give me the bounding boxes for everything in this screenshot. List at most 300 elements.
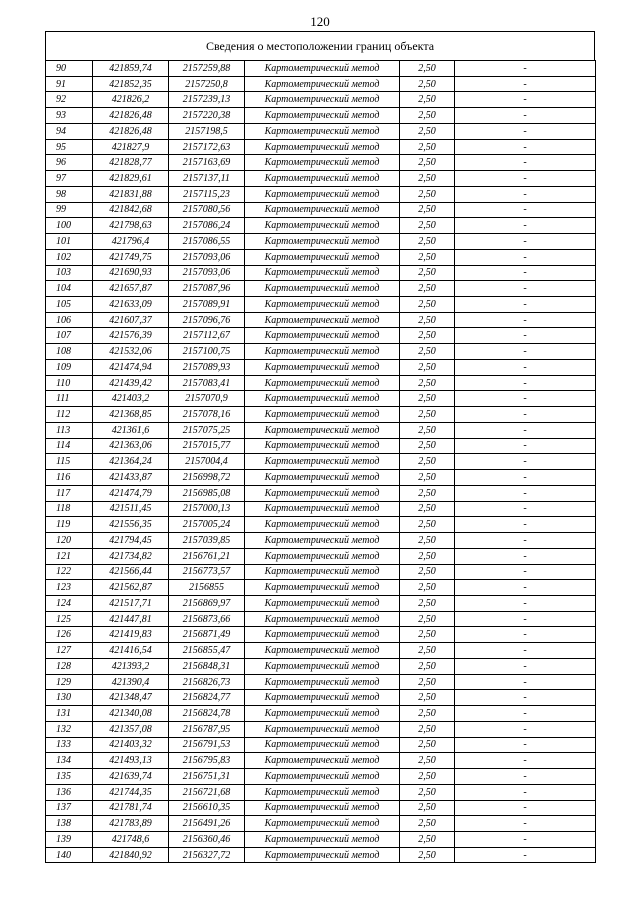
- point-number-cell: 117: [46, 485, 93, 501]
- point-number-cell: 109: [46, 359, 93, 375]
- description-cell: -: [455, 643, 596, 659]
- accuracy-cell: 2,50: [400, 344, 455, 360]
- method-cell: Картометрический метод: [245, 359, 400, 375]
- y-coordinate-cell: 2157070,9: [169, 391, 245, 407]
- method-cell: Картометрический метод: [245, 186, 400, 202]
- x-coordinate-cell: 421831,88: [93, 186, 169, 202]
- y-coordinate-cell: 2156855,47: [169, 643, 245, 659]
- description-cell: -: [455, 281, 596, 297]
- accuracy-cell: 2,50: [400, 359, 455, 375]
- x-coordinate-cell: 421827,9: [93, 139, 169, 155]
- x-coordinate-cell: 421433,87: [93, 470, 169, 486]
- accuracy-cell: 2,50: [400, 580, 455, 596]
- point-number-cell: 125: [46, 611, 93, 627]
- accuracy-cell: 2,50: [400, 800, 455, 816]
- accuracy-cell: 2,50: [400, 627, 455, 643]
- table-row: [46, 658, 596, 674]
- x-coordinate-cell: 421840,92: [93, 847, 169, 863]
- x-coordinate-cell: 421403,2: [93, 391, 169, 407]
- description-cell: -: [455, 737, 596, 753]
- y-coordinate-cell: 2156327,72: [169, 847, 245, 863]
- description-cell: -: [455, 328, 596, 344]
- y-coordinate-cell: 2157086,24: [169, 218, 245, 234]
- x-coordinate-cell: 421796,4: [93, 234, 169, 250]
- point-number-cell: 120: [46, 533, 93, 549]
- x-coordinate-cell: 421566,44: [93, 564, 169, 580]
- description-cell: -: [455, 753, 596, 769]
- method-cell: Картометрический метод: [245, 517, 400, 533]
- point-number-cell: 121: [46, 548, 93, 564]
- accuracy-cell: 2,50: [400, 61, 455, 77]
- accuracy-cell: 2,50: [400, 533, 455, 549]
- y-coordinate-cell: 2156610,35: [169, 800, 245, 816]
- x-coordinate-cell: 421657,87: [93, 281, 169, 297]
- y-coordinate-cell: 2157039,85: [169, 533, 245, 549]
- method-cell: Картометрический метод: [245, 533, 400, 549]
- table-row: [46, 202, 596, 218]
- accuracy-cell: 2,50: [400, 721, 455, 737]
- coordinates-table: [45, 60, 596, 863]
- method-cell: Картометрический метод: [245, 674, 400, 690]
- y-coordinate-cell: 2156985,08: [169, 485, 245, 501]
- description-cell: -: [455, 674, 596, 690]
- y-coordinate-cell: 2157093,06: [169, 265, 245, 281]
- table-row: [46, 139, 596, 155]
- accuracy-cell: 2,50: [400, 312, 455, 328]
- accuracy-cell: 2,50: [400, 454, 455, 470]
- method-cell: Картометрический метод: [245, 831, 400, 847]
- table-row: [46, 155, 596, 171]
- table-row: [46, 92, 596, 108]
- point-number-cell: 128: [46, 658, 93, 674]
- method-cell: Картометрический метод: [245, 595, 400, 611]
- method-cell: Картометрический метод: [245, 737, 400, 753]
- point-number-cell: 98: [46, 186, 93, 202]
- method-cell: Картометрический метод: [245, 564, 400, 580]
- table-row: [46, 580, 596, 596]
- method-cell: Картометрический метод: [245, 202, 400, 218]
- table-row: [46, 517, 596, 533]
- point-number-cell: 105: [46, 297, 93, 313]
- y-coordinate-cell: 2157115,23: [169, 186, 245, 202]
- description-cell: -: [455, 454, 596, 470]
- x-coordinate-cell: 421607,37: [93, 312, 169, 328]
- y-coordinate-cell: 2157259,88: [169, 61, 245, 77]
- y-coordinate-cell: 2157089,93: [169, 359, 245, 375]
- y-coordinate-cell: 2157086,55: [169, 234, 245, 250]
- point-number-cell: 126: [46, 627, 93, 643]
- table-row: [46, 359, 596, 375]
- description-cell: -: [455, 61, 596, 77]
- method-cell: Картометрический метод: [245, 375, 400, 391]
- description-cell: -: [455, 564, 596, 580]
- method-cell: Картометрический метод: [245, 627, 400, 643]
- x-coordinate-cell: 421690,93: [93, 265, 169, 281]
- method-cell: Картометрический метод: [245, 249, 400, 265]
- accuracy-cell: 2,50: [400, 706, 455, 722]
- point-number-cell: 118: [46, 501, 93, 517]
- x-coordinate-cell: 421361,6: [93, 422, 169, 438]
- y-coordinate-cell: 2157239,13: [169, 92, 245, 108]
- x-coordinate-cell: 421826,48: [93, 108, 169, 124]
- accuracy-cell: 2,50: [400, 186, 455, 202]
- accuracy-cell: 2,50: [400, 328, 455, 344]
- method-cell: Картометрический метод: [245, 422, 400, 438]
- x-coordinate-cell: 421783,89: [93, 816, 169, 832]
- accuracy-cell: 2,50: [400, 422, 455, 438]
- description-cell: -: [455, 706, 596, 722]
- accuracy-cell: 2,50: [400, 690, 455, 706]
- description-cell: -: [455, 816, 596, 832]
- y-coordinate-cell: 2156795,83: [169, 753, 245, 769]
- point-number-cell: 111: [46, 391, 93, 407]
- description-cell: -: [455, 611, 596, 627]
- point-number-cell: 133: [46, 737, 93, 753]
- method-cell: Картометрический метод: [245, 690, 400, 706]
- table-row: [46, 564, 596, 580]
- accuracy-cell: 2,50: [400, 784, 455, 800]
- x-coordinate-cell: 421416,54: [93, 643, 169, 659]
- y-coordinate-cell: 2157005,24: [169, 517, 245, 533]
- point-number-cell: 136: [46, 784, 93, 800]
- table-row: [46, 312, 596, 328]
- point-number-cell: 101: [46, 234, 93, 250]
- table-row: [46, 249, 596, 265]
- x-coordinate-cell: 421474,79: [93, 485, 169, 501]
- point-number-cell: 127: [46, 643, 93, 659]
- x-coordinate-cell: 421393,2: [93, 658, 169, 674]
- point-number-cell: 112: [46, 407, 93, 423]
- table-row: [46, 627, 596, 643]
- description-cell: -: [455, 312, 596, 328]
- y-coordinate-cell: 2157163,69: [169, 155, 245, 171]
- description-cell: -: [455, 123, 596, 139]
- y-coordinate-cell: 2156848,31: [169, 658, 245, 674]
- table-row: [46, 297, 596, 313]
- table-row: [46, 501, 596, 517]
- y-coordinate-cell: 2156721,68: [169, 784, 245, 800]
- table-row: [46, 721, 596, 737]
- table-row: [46, 737, 596, 753]
- y-coordinate-cell: 2156824,78: [169, 706, 245, 722]
- description-cell: -: [455, 391, 596, 407]
- method-cell: Картометрический метод: [245, 548, 400, 564]
- accuracy-cell: 2,50: [400, 234, 455, 250]
- y-coordinate-cell: 2157004,4: [169, 454, 245, 470]
- accuracy-cell: 2,50: [400, 391, 455, 407]
- point-number-cell: 108: [46, 344, 93, 360]
- description-cell: -: [455, 407, 596, 423]
- x-coordinate-cell: 421734,82: [93, 548, 169, 564]
- description-cell: -: [455, 202, 596, 218]
- accuracy-cell: 2,50: [400, 611, 455, 627]
- method-cell: Картометрический метод: [245, 328, 400, 344]
- method-cell: Картометрический метод: [245, 407, 400, 423]
- description-cell: -: [455, 297, 596, 313]
- accuracy-cell: 2,50: [400, 265, 455, 281]
- x-coordinate-cell: 421403,32: [93, 737, 169, 753]
- point-number-cell: 94: [46, 123, 93, 139]
- point-number-cell: 104: [46, 281, 93, 297]
- accuracy-cell: 2,50: [400, 847, 455, 863]
- x-coordinate-cell: 421826,48: [93, 123, 169, 139]
- y-coordinate-cell: 2157089,91: [169, 297, 245, 313]
- description-cell: -: [455, 548, 596, 564]
- description-cell: -: [455, 422, 596, 438]
- method-cell: Картометрический метод: [245, 344, 400, 360]
- table-row: [46, 485, 596, 501]
- method-cell: Картометрический метод: [245, 721, 400, 737]
- point-number-cell: 106: [46, 312, 93, 328]
- accuracy-cell: 2,50: [400, 831, 455, 847]
- y-coordinate-cell: 2157198,5: [169, 123, 245, 139]
- accuracy-cell: 2,50: [400, 297, 455, 313]
- description-cell: -: [455, 218, 596, 234]
- table-row: [46, 831, 596, 847]
- accuracy-cell: 2,50: [400, 438, 455, 454]
- x-coordinate-cell: 421363,06: [93, 438, 169, 454]
- x-coordinate-cell: 421639,74: [93, 769, 169, 785]
- point-number-cell: 122: [46, 564, 93, 580]
- table-row: [46, 186, 596, 202]
- point-number-cell: 138: [46, 816, 93, 832]
- description-cell: -: [455, 76, 596, 92]
- method-cell: Картометрический метод: [245, 92, 400, 108]
- accuracy-cell: 2,50: [400, 139, 455, 155]
- y-coordinate-cell: 2157100,75: [169, 344, 245, 360]
- table-row: [46, 281, 596, 297]
- x-coordinate-cell: 421517,71: [93, 595, 169, 611]
- table-row: [46, 407, 596, 423]
- point-number-cell: 97: [46, 171, 93, 187]
- table-row: [46, 375, 596, 391]
- accuracy-cell: 2,50: [400, 769, 455, 785]
- table-row: [46, 123, 596, 139]
- accuracy-cell: 2,50: [400, 564, 455, 580]
- method-cell: Картометрический метод: [245, 438, 400, 454]
- y-coordinate-cell: 2156855: [169, 580, 245, 596]
- y-coordinate-cell: 2157250,8: [169, 76, 245, 92]
- x-coordinate-cell: 421828,77: [93, 155, 169, 171]
- method-cell: Картометрический метод: [245, 281, 400, 297]
- method-cell: Картометрический метод: [245, 784, 400, 800]
- y-coordinate-cell: 2157172,63: [169, 139, 245, 155]
- point-number-cell: 100: [46, 218, 93, 234]
- point-number-cell: 130: [46, 690, 93, 706]
- method-cell: Картометрический метод: [245, 171, 400, 187]
- point-number-cell: 95: [46, 139, 93, 155]
- table-row: [46, 61, 596, 77]
- point-number-cell: 139: [46, 831, 93, 847]
- y-coordinate-cell: 2157093,06: [169, 249, 245, 265]
- boundary-sheet: [45, 31, 595, 863]
- description-cell: -: [455, 108, 596, 124]
- point-number-cell: 132: [46, 721, 93, 737]
- y-coordinate-cell: 2157096,76: [169, 312, 245, 328]
- description-cell: -: [455, 234, 596, 250]
- x-coordinate-cell: 421633,09: [93, 297, 169, 313]
- table-row: [46, 328, 596, 344]
- y-coordinate-cell: 2156826,73: [169, 674, 245, 690]
- y-coordinate-cell: 2157137,11: [169, 171, 245, 187]
- method-cell: Картометрический метод: [245, 753, 400, 769]
- table-row: [46, 422, 596, 438]
- method-cell: Картометрический метод: [245, 706, 400, 722]
- description-cell: -: [455, 92, 596, 108]
- accuracy-cell: 2,50: [400, 249, 455, 265]
- page-number: 120: [310, 14, 330, 29]
- description-cell: -: [455, 344, 596, 360]
- description-cell: -: [455, 533, 596, 549]
- accuracy-cell: 2,50: [400, 674, 455, 690]
- table-row: [46, 344, 596, 360]
- accuracy-cell: 2,50: [400, 92, 455, 108]
- y-coordinate-cell: 2157075,25: [169, 422, 245, 438]
- coordinates-table-body: [46, 61, 596, 863]
- x-coordinate-cell: 421348,47: [93, 690, 169, 706]
- x-coordinate-cell: 421781,74: [93, 800, 169, 816]
- point-number-cell: 137: [46, 800, 93, 816]
- table-row: [46, 265, 596, 281]
- point-number-cell: 114: [46, 438, 93, 454]
- point-number-cell: 93: [46, 108, 93, 124]
- table-row: [46, 753, 596, 769]
- method-cell: Картометрический метод: [245, 155, 400, 171]
- table-row: [46, 470, 596, 486]
- method-cell: Картометрический метод: [245, 123, 400, 139]
- method-cell: Картометрический метод: [245, 312, 400, 328]
- point-number-cell: 110: [46, 375, 93, 391]
- description-cell: -: [455, 501, 596, 517]
- method-cell: Картометрический метод: [245, 218, 400, 234]
- accuracy-cell: 2,50: [400, 501, 455, 517]
- table-row: [46, 548, 596, 564]
- accuracy-cell: 2,50: [400, 123, 455, 139]
- y-coordinate-cell: 2157080,56: [169, 202, 245, 218]
- x-coordinate-cell: 421474,94: [93, 359, 169, 375]
- method-cell: Картометрический метод: [245, 485, 400, 501]
- point-number-cell: 115: [46, 454, 93, 470]
- y-coordinate-cell: 2157087,96: [169, 281, 245, 297]
- y-coordinate-cell: 2157112,67: [169, 328, 245, 344]
- table-row: [46, 769, 596, 785]
- accuracy-cell: 2,50: [400, 218, 455, 234]
- point-number-cell: 119: [46, 517, 93, 533]
- table-row: [46, 674, 596, 690]
- description-cell: -: [455, 359, 596, 375]
- x-coordinate-cell: 421419,83: [93, 627, 169, 643]
- description-cell: -: [455, 784, 596, 800]
- point-number-cell: 99: [46, 202, 93, 218]
- table-row: [46, 784, 596, 800]
- method-cell: Картометрический метод: [245, 470, 400, 486]
- accuracy-cell: 2,50: [400, 595, 455, 611]
- table-row: [46, 847, 596, 863]
- description-cell: -: [455, 438, 596, 454]
- x-coordinate-cell: 421493,13: [93, 753, 169, 769]
- method-cell: Картометрический метод: [245, 76, 400, 92]
- table-row: [46, 643, 596, 659]
- accuracy-cell: 2,50: [400, 76, 455, 92]
- method-cell: Картометрический метод: [245, 658, 400, 674]
- table-row: [46, 76, 596, 92]
- accuracy-cell: 2,50: [400, 108, 455, 124]
- description-cell: -: [455, 139, 596, 155]
- y-coordinate-cell: 2157078,16: [169, 407, 245, 423]
- x-coordinate-cell: 421744,35: [93, 784, 169, 800]
- x-coordinate-cell: 421357,08: [93, 721, 169, 737]
- point-number-cell: 96: [46, 155, 93, 171]
- x-coordinate-cell: 421749,75: [93, 249, 169, 265]
- description-cell: -: [455, 690, 596, 706]
- y-coordinate-cell: 2156998,72: [169, 470, 245, 486]
- method-cell: Картометрический метод: [245, 816, 400, 832]
- y-coordinate-cell: 2156873,66: [169, 611, 245, 627]
- table-row: [46, 391, 596, 407]
- table-row: [46, 690, 596, 706]
- description-cell: -: [455, 627, 596, 643]
- accuracy-cell: 2,50: [400, 375, 455, 391]
- y-coordinate-cell: 2156869,97: [169, 595, 245, 611]
- table-row: [46, 706, 596, 722]
- method-cell: Картометрический метод: [245, 847, 400, 863]
- point-number-cell: 134: [46, 753, 93, 769]
- table-row: [46, 800, 596, 816]
- x-coordinate-cell: 421447,81: [93, 611, 169, 627]
- description-cell: -: [455, 155, 596, 171]
- point-number-cell: 116: [46, 470, 93, 486]
- y-coordinate-cell: 2156824,77: [169, 690, 245, 706]
- point-number-cell: 92: [46, 92, 93, 108]
- description-cell: -: [455, 171, 596, 187]
- x-coordinate-cell: 421368,85: [93, 407, 169, 423]
- method-cell: Картометрический метод: [245, 391, 400, 407]
- x-coordinate-cell: 421842,68: [93, 202, 169, 218]
- y-coordinate-cell: 2157015,77: [169, 438, 245, 454]
- point-number-cell: 124: [46, 595, 93, 611]
- table-row: [46, 171, 596, 187]
- x-coordinate-cell: 421859,74: [93, 61, 169, 77]
- y-coordinate-cell: 2156761,21: [169, 548, 245, 564]
- accuracy-cell: 2,50: [400, 643, 455, 659]
- y-coordinate-cell: 2157000,13: [169, 501, 245, 517]
- section-title: Сведения о местоположении границ объекта: [45, 31, 595, 60]
- point-number-cell: 135: [46, 769, 93, 785]
- accuracy-cell: 2,50: [400, 737, 455, 753]
- x-coordinate-cell: 421798,63: [93, 218, 169, 234]
- accuracy-cell: 2,50: [400, 155, 455, 171]
- point-number-cell: 102: [46, 249, 93, 265]
- method-cell: Картометрический метод: [245, 454, 400, 470]
- x-coordinate-cell: 421364,24: [93, 454, 169, 470]
- method-cell: Картометрический метод: [245, 580, 400, 596]
- point-number-cell: 103: [46, 265, 93, 281]
- description-cell: -: [455, 658, 596, 674]
- accuracy-cell: 2,50: [400, 171, 455, 187]
- y-coordinate-cell: 2156791,53: [169, 737, 245, 753]
- table-row: [46, 816, 596, 832]
- description-cell: -: [455, 265, 596, 281]
- table-row: [46, 234, 596, 250]
- x-coordinate-cell: 421390,4: [93, 674, 169, 690]
- accuracy-cell: 2,50: [400, 202, 455, 218]
- description-cell: -: [455, 847, 596, 863]
- x-coordinate-cell: 421576,39: [93, 328, 169, 344]
- x-coordinate-cell: 421556,35: [93, 517, 169, 533]
- point-number-cell: 113: [46, 422, 93, 438]
- point-number-cell: 131: [46, 706, 93, 722]
- accuracy-cell: 2,50: [400, 470, 455, 486]
